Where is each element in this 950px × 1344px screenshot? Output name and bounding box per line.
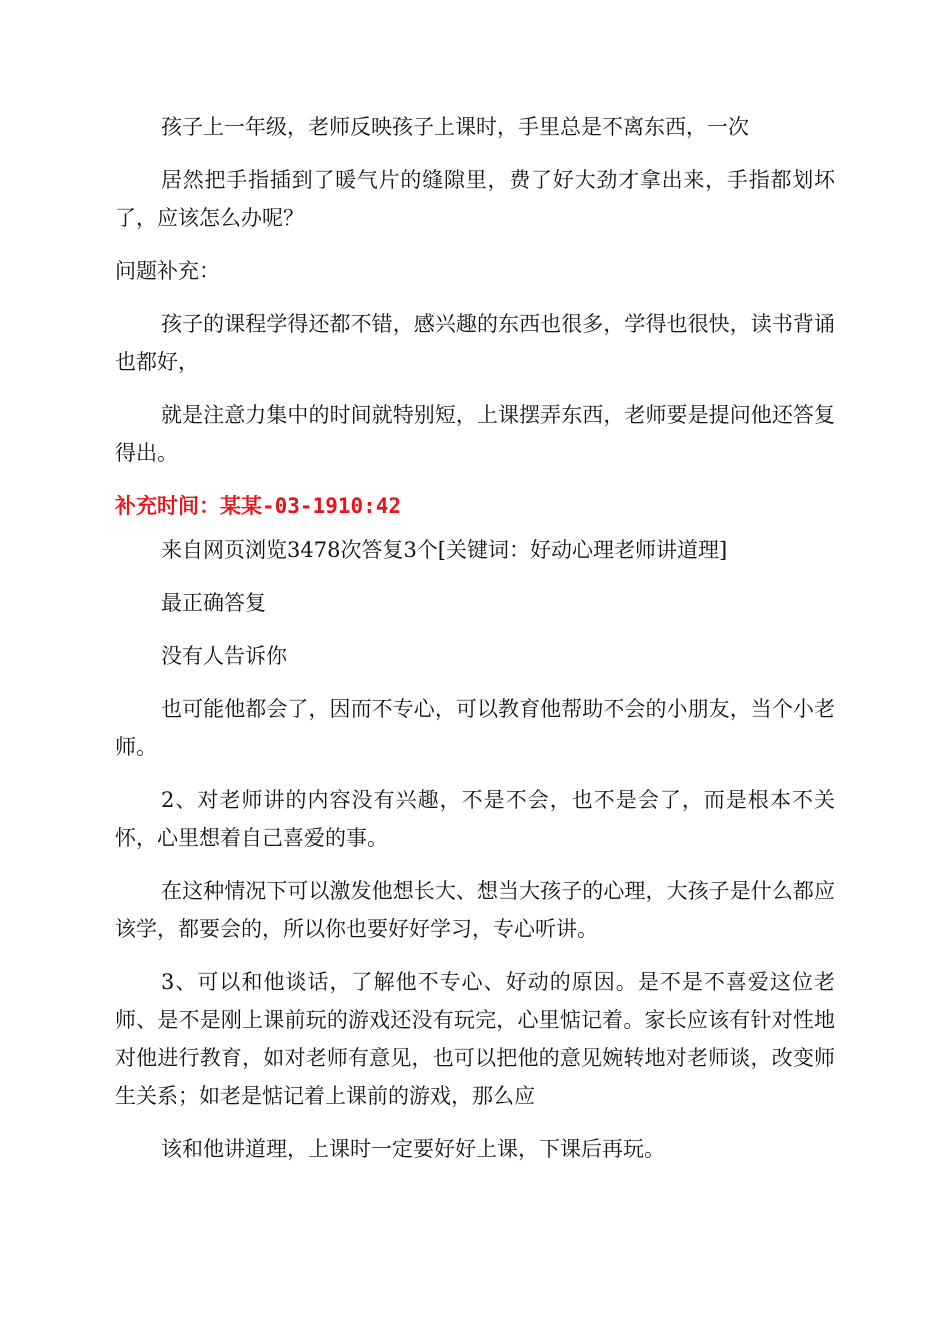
answer-paragraph: 3、可以和他谈话，了解他不专心、好动的原因。是不是不喜爱这位老师、是不是刚上课前玩的游戏还没有玩完，心里惦记着。家长应该有针对性地对他进行教育，如对老师有意见，也可以把他的意见婉转地对老师谈，改变师生关系；如老是惦记着上课前的游戏，那么应 xyxy=(115,970,835,1108)
best-answer-label: 最正确答复 xyxy=(161,591,266,615)
document-page xyxy=(115,108,835,1183)
question-stats: 来自网页浏览3478次答复3个[关键词：好动心理老师讲道理] xyxy=(161,538,728,562)
supplement-time: 补充时间：某某-03-1910:42 xyxy=(115,494,402,518)
answer-paragraph: 该和他讲道理，上课时一定要好好上课，下课后再玩。 xyxy=(161,1137,665,1161)
question-paragraph: 居然把手指插到了暖气片的缝隙里，费了好大劲才拿出来，手指都划坏了，应该怎么办呢？ xyxy=(115,168,835,230)
answer-paragraph: 2、对老师讲的内容没有兴趣，不是不会，也不是会了，而是根本不关怀，心里想着自己喜爱的事。 xyxy=(115,788,835,850)
question-paragraph: 孩子上一年级，老师反映孩子上课时，手里总是不离东西，一次 xyxy=(161,115,749,139)
answer-paragraph: 在这种情况下可以激发他想长大、想当大孩子的心理，大孩子是什么都应该学，都要会的，所以你也要好好学习，专心听讲。 xyxy=(115,879,835,941)
answer-paragraph: 没有人告诉你 xyxy=(161,644,287,668)
answer-paragraph: 也可能他都会了，因而不专心，可以教育他帮助不会的小朋友，当个小老师。 xyxy=(115,697,835,759)
supplement-paragraph: 孩子的课程学得还都不错，感兴趣的东西也很多，学得也很快，读书背诵也都好， xyxy=(115,312,835,374)
supplement-paragraph: 就是注意力集中的时间就特别短，上课摆弄东西，老师要是提问他还答复得出。 xyxy=(115,403,835,465)
supplement-heading: 问题补充： xyxy=(115,259,220,283)
